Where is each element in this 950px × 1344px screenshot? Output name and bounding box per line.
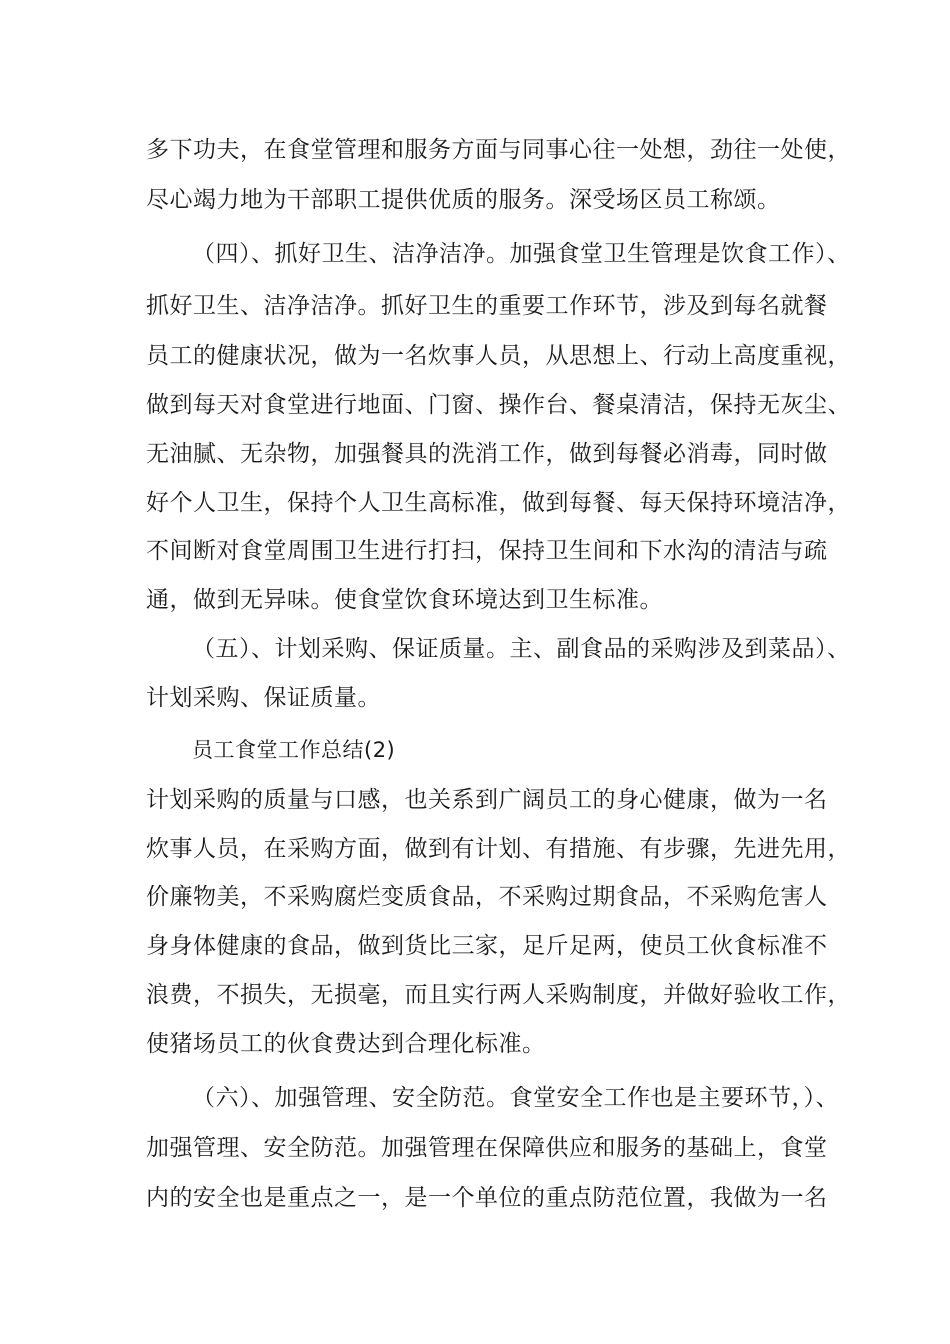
text-line: 价廉物美，不采购腐烂变质食品，不采购过期食品，不采购危害人 <box>146 884 828 910</box>
text-line: 做到每天对食堂进行地面、门窗、操作台、餐桌清洁，保持无灰尘、 <box>146 392 851 418</box>
paragraph-heading-5: （五）、计划采购、保证质量。主、副食品的采购涉及到菜品）、 <box>192 636 851 662</box>
text-line: 加强管理、安全防范。加强管理在保障供应和服务的基础上，食堂 <box>146 1135 828 1161</box>
text-line: 计划采购的质量与口感，也关系到广阔员工的身心健康，做为一名 <box>146 787 828 813</box>
paragraph-heading-6: （六）、加强管理、安全防范。食堂安全工作也是主要环节，）、 <box>192 1085 839 1111</box>
text-line: 内的安全也是重点之一，是一个单位的重点防范位置，我做为一名 <box>146 1185 828 1211</box>
text-line: 使猪场员工的伙食费达到合理化标准。 <box>146 1031 546 1057</box>
text-line: 无油腻、无杂物，加强餐具的洗消工作，做到每餐必消毒，同时做 <box>146 441 828 467</box>
text-line: 员工的健康状况，做为一名炊事人员，从思想上、行动上高度重视， <box>146 343 851 369</box>
text-line: 浪费，不损失，无损毫，而且实行两人采购制度，并做好验收工作， <box>146 982 851 1008</box>
text-line: 计划采购、保证质量。 <box>146 685 381 711</box>
text-line: 尽心竭力地为干部职工提供优质的服务。深受场区员工称颂。 <box>146 187 781 213</box>
text-line: 抓好卫生、洁净洁净。抓好卫生的重要工作环节，涉及到每名就餐 <box>146 293 828 319</box>
text-line: 身身体健康的食品，做到货比三家，足斤足两，使员工伙食标准不 <box>146 933 828 959</box>
text-line: 好个人卫生，保持个人卫生高标准，做到每餐、每天保持环境洁净， <box>146 490 851 516</box>
text-line: 通，做到无异味。使食堂饮食环境达到卫生标准。 <box>146 587 663 613</box>
paragraph-heading-4: （四）、抓好卫生、洁净洁净。加强食堂卫生管理是饮食工作）、 <box>192 241 851 267</box>
text-line: 炊事人员，在采购方面，做到有计划、有措施、有步骤，先进先用， <box>146 836 851 862</box>
section-title: 员工食堂工作总结(2) <box>192 738 396 762</box>
text-line: 多下功夫，在食堂管理和服务方面与同事心往一处想，劲往一处使， <box>146 137 851 163</box>
text-line: 不间断对食堂周围卫生进行打扫，保持卫生间和下水沟的清洁与疏 <box>146 538 828 564</box>
